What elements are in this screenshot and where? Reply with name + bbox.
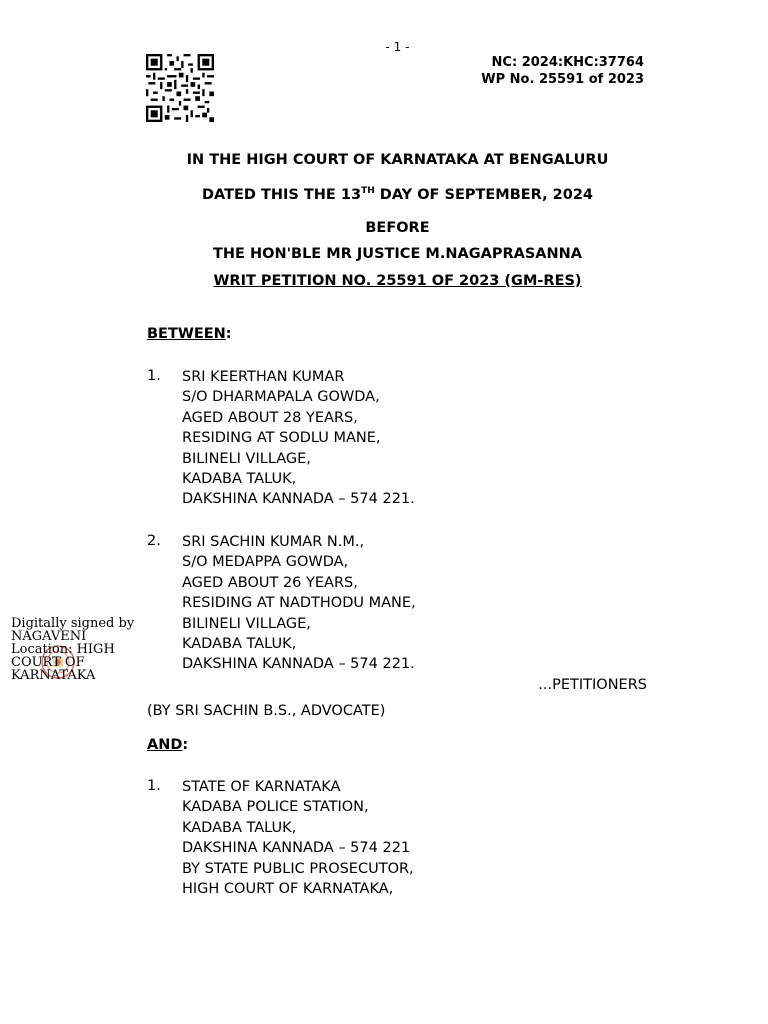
address-line: DAKSHINA KANNADA – 574 221 (182, 840, 411, 857)
address-line: RESIDING AT SODLU MANE, (182, 430, 381, 447)
between-label: BETWEEN (147, 326, 226, 342)
and-heading (147, 737, 188, 753)
address-line: KADABA POLICE STATION, (182, 799, 369, 816)
address-line: SRI SACHIN KUMAR N.M., (182, 534, 365, 550)
petitioner-2-address (182, 532, 416, 675)
petition-title (0, 273, 768, 289)
address-line: AGED ABOUT 26 YEARS, (182, 574, 358, 591)
before-heading: BEFORE (365, 220, 430, 236)
petitioner-1-number: 1. (147, 368, 161, 384)
dated-suffix: DAY OF SEPTEMBER, 2024 (374, 186, 594, 203)
signature-line: Location: HIGH (11, 642, 115, 657)
respondent-1-number: 1. (147, 778, 161, 794)
digital-signature (11, 617, 134, 682)
address-line: KADABA TALUK, (182, 819, 297, 836)
between-colon: : (225, 326, 232, 342)
address-line: KADABA TALUK, (182, 636, 297, 653)
petition-title-text: WRIT PETITION NO. 25591 OF 2023 (GM-RES) (213, 273, 582, 289)
signature-line: NAGAVENI (11, 629, 87, 644)
and-label: AND (147, 737, 183, 753)
petitioners-label: ...PETITIONERS (538, 677, 647, 693)
address-line: DAKSHINA KANNADA – 574 221. (182, 491, 415, 508)
signature-line: KARNATAKA (11, 668, 96, 683)
address-line: BY STATE PUBLIC PROSECUTOR, (182, 860, 414, 877)
qr-code-icon (144, 54, 216, 122)
address-line: HIGH COURT OF KARNATAKA, (182, 881, 394, 898)
address-line: S/O DHARMAPALA GOWDA, (182, 389, 380, 406)
between-heading (147, 326, 232, 342)
address-line: KADABA TALUK, (182, 471, 297, 488)
case-reference (481, 54, 644, 88)
address-line: DAKSHINA KANNADA – 574 221. (182, 656, 415, 673)
dated-prefix: DATED THIS THE 13 (201, 186, 362, 203)
dated-line (0, 186, 768, 203)
address-line: BILINELI VILLAGE, (182, 615, 311, 632)
court-title: IN THE HIGH COURT OF KARNATAKA AT BENGALURU (186, 152, 609, 168)
wp-number: WP No. 25591 of 2023 (481, 72, 644, 87)
address-line: AGED ABOUT 28 YEARS, (182, 409, 358, 426)
respondent-1-address (182, 777, 414, 899)
petitioner-advocate: (BY SRI SACHIN B.S., ADVOCATE) (147, 703, 386, 719)
address-line: S/O MEDAPPA GOWDA, (182, 554, 349, 571)
signature-line: Digitally signed by (11, 616, 135, 631)
page-number: - 1 - (385, 40, 410, 54)
dated-superscript: TH (361, 186, 375, 196)
and-colon: : (182, 737, 189, 753)
address-line: RESIDING AT NADTHODU MANE, (182, 595, 416, 612)
address-line: BILINELI VILLAGE, (182, 450, 311, 467)
address-line: SRI KEERTHAN KUMAR (182, 369, 345, 385)
petitioner-1-address (182, 367, 415, 510)
signature-line: COURT OF (11, 655, 85, 670)
neutral-citation: NC: 2024:KHC:37764 (491, 55, 644, 70)
judge-name: THE HON'BLE MR JUSTICE M.NAGAPRASANNA (213, 246, 582, 262)
address-line: STATE OF KARNATAKA (182, 779, 341, 795)
petitioner-2-number: 2. (147, 533, 161, 549)
